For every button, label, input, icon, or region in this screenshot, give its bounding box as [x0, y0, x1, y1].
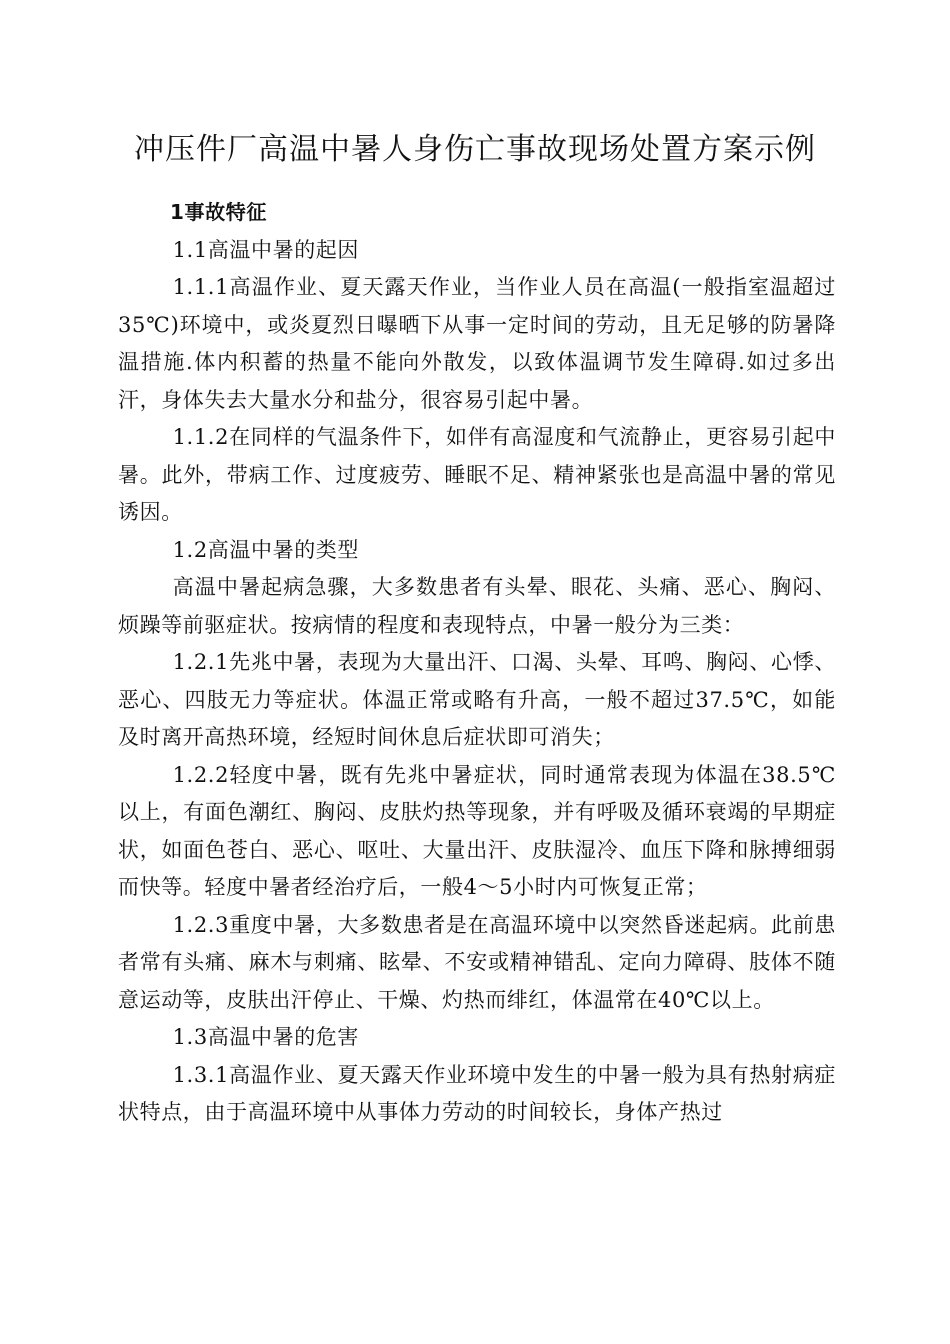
paragraph: 1.1.1高温作业、夏天露天作业，当作业人员在高温(一般指室温超过35℃)环境中，或炎夏烈日曝晒下从事一定时间的劳动，且无足够的防暑降温措施.体内积蓄的热量不能向外散发，以致体温调节发生障碍.如过多出汗，身体失去大量水分和盐分，很容易引起中暑。: [118, 275, 836, 412]
paragraph: 1.1.2在同样的气温条件下，如伴有高湿度和气流静止，更容易引起中暑。此外，带病工作、过度疲劳、睡眠不足、精神紧张也是高温中暑的常见诱因。: [118, 425, 836, 524]
subsection-heading: 1.3高温中暑的危害: [172, 1025, 359, 1049]
section-heading: 1事故特征: [170, 200, 267, 224]
paragraph: 1.2.3重度中暑，大多数患者是在高温环境中以突然昏迷起病。此前患者常有头痛、麻木与刺痛、眩晕、不安或精神错乱、定向力障碍、肢体不随意运动等，皮肤出汗停止、干燥、灼热而绯红，体温常在40℃以上。: [118, 912, 836, 1012]
subsection-heading: 1.1高温中暑的起因: [172, 237, 359, 262]
paragraph: 1.2.2轻度中暑，既有先兆中暑症状，同时通常表现为体温在38.5℃以上，有面色潮红、胸闷、皮肤灼热等现象，并有呼吸及循环衰竭的早期症状，如面色苍白、恶心、呕吐、大量出汗、皮肤湿冷、血压下降和脉搏细弱而快等。轻度中暑者经治疗后，一般4～5小时内可恢复正常；: [118, 762, 836, 899]
subsection-heading: 1.2高温中暑的类型: [172, 537, 359, 562]
document-title: 冲压件厂高温中暑人身伤亡事故现场处置方案示例: [134, 132, 816, 167]
document-body: [118, 194, 836, 1132]
paragraph: 1.3.1高温作业、夏天露天作业环境中发生的中暑一般为具有热射病症状特点，由于高温环境中从事体力劳动的时间较长，身体产热过: [118, 1062, 836, 1124]
paragraph: 1.2.1先兆中暑，表现为大量出汗、口渴、头晕、耳鸣、胸闷、心悸、恶心、四肢无力等症状。体温正常或略有升高，一般不超过37.5℃，如能及时离开高热环境，经短时间休息后症状即可消失；: [118, 650, 836, 749]
paragraph: 高温中暑起病急骤，大多数患者有头晕、眼花、头痛、恶心、胸闷、烦躁等前驱症状。按病情的程度和表现特点，中暑一般分为三类：: [118, 575, 836, 637]
